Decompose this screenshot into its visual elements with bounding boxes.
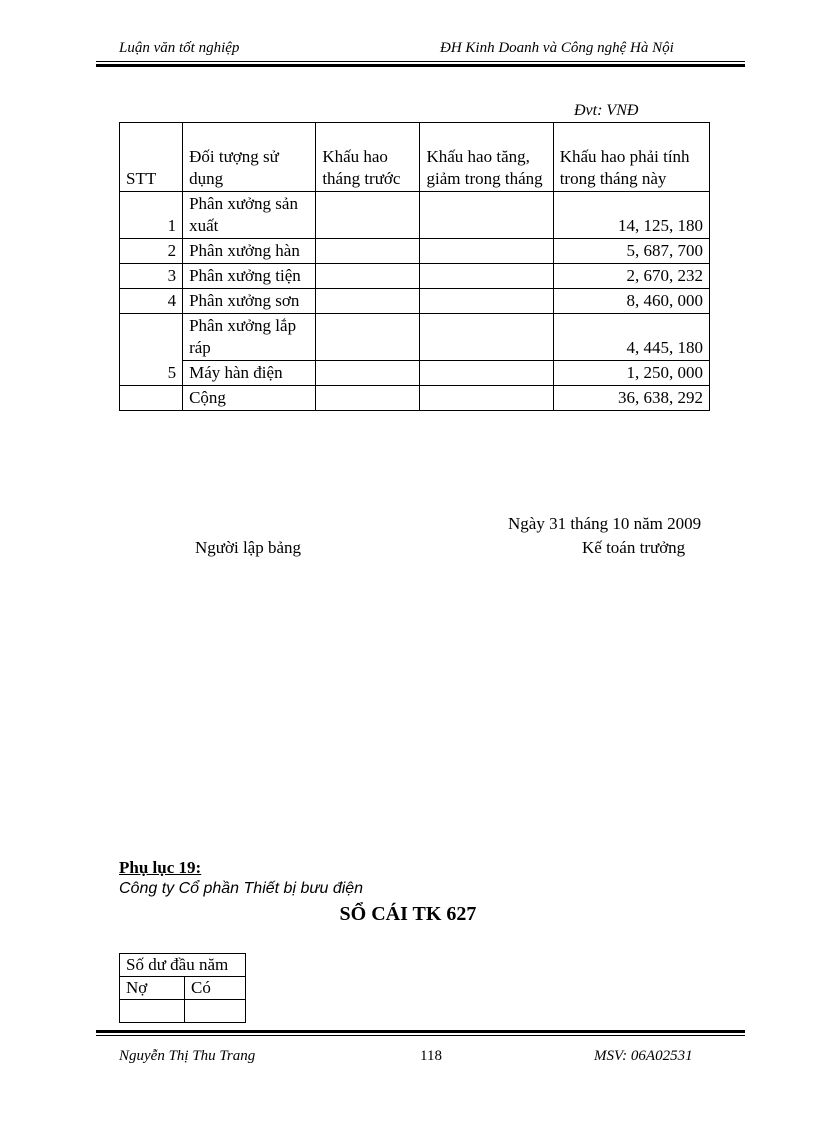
stt-cell: 1 [120,192,183,239]
preparer-signature-label: Người lập bảng [195,538,302,557]
unit-label: Đvt: VNĐ [574,102,639,119]
table-header-row [120,123,710,192]
prev-cell [316,289,420,314]
prev-cell [316,314,420,361]
total-prev-cell [316,386,420,411]
prev-cell [316,361,420,386]
column-header: Khấu hao phải tính trong tháng này [553,123,709,192]
stt-cell: 2 [120,239,183,264]
page-number: 118 [420,1048,442,1064]
table-row [120,1000,246,1023]
object-cell: Máy hàn điện [183,361,316,386]
object-cell: Phân xưởng tiện [183,264,316,289]
object-cell: Phân xưởng hàn [183,239,316,264]
change-cell [420,192,553,239]
date-line: Ngày 31 tháng 10 năm 2009 [508,514,702,533]
prev-cell [316,264,420,289]
table-row [120,361,710,386]
table-row [120,289,710,314]
stt-cell [120,314,183,386]
column-header: STT [120,123,183,192]
depreciation-table [119,122,710,411]
header-left: Luận văn tốt nghiệp [119,40,240,56]
prev-cell [316,192,420,239]
opening-balance-label: Số dư đầu năm [120,954,246,977]
company-name: Công ty Cổ phần Thiết bị bưu điện [119,880,364,897]
table-row [120,954,246,977]
footer-author: Nguyễn Thị Thu Trang [119,1048,256,1064]
footer-rule-thick [96,1030,745,1033]
total-label: Cộng [183,386,316,411]
header-right: ĐH Kinh Doanh và Công nghệ Hà Nội [440,40,674,56]
amount-cell: 8, 460, 000 [553,289,709,314]
object-cell: Phân xưởng sơn [183,289,316,314]
table-row [120,314,710,361]
amount-cell: 2, 670, 232 [553,264,709,289]
change-cell [420,314,553,361]
credit-value [185,1000,246,1023]
table-row [120,977,246,1000]
amount-cell: 4, 445, 180 [553,314,709,361]
ledger-title: SỔ CÁI TK 627 [339,903,477,925]
change-cell [420,289,553,314]
footer-rule-thin [96,1035,745,1036]
change-cell [420,264,553,289]
object-cell: Phân xưởng lắp ráp [183,314,316,361]
debit-header: Nợ [120,977,185,1000]
total-stt-cell [120,386,183,411]
stt-cell: 4 [120,289,183,314]
opening-balance-table [119,953,246,1023]
header-rule-thin [96,61,745,62]
stt-value: 5 [167,363,177,382]
total-amount: 36, 638, 292 [553,386,709,411]
table-row [120,264,710,289]
table-row [120,192,710,239]
credit-header: Có [185,977,246,1000]
debit-value [120,1000,185,1023]
amount-cell: 1, 250, 000 [553,361,709,386]
amount-cell: 14, 125, 180 [553,192,709,239]
total-change-cell [420,386,553,411]
prev-cell [316,239,420,264]
column-header: Đối tượng sử dụng [183,123,316,192]
stt-cell: 3 [120,264,183,289]
column-header: Khấu hao tăng, giảm trong tháng [420,123,553,192]
column-header: Khấu hao tháng trước [316,123,420,192]
total-row [120,386,710,411]
object-cell: Phân xưởng sản xuất [183,192,316,239]
change-cell [420,239,553,264]
header-rule-thick [96,64,745,67]
appendix-title: Phụ lục 19: [119,858,202,877]
footer-student-id: MSV: 06A02531 [594,1048,693,1064]
amount-cell: 5, 687, 700 [553,239,709,264]
chief-accountant-signature-label: Kế toán trưởng [582,538,686,557]
table-row [120,239,710,264]
change-cell [420,361,553,386]
